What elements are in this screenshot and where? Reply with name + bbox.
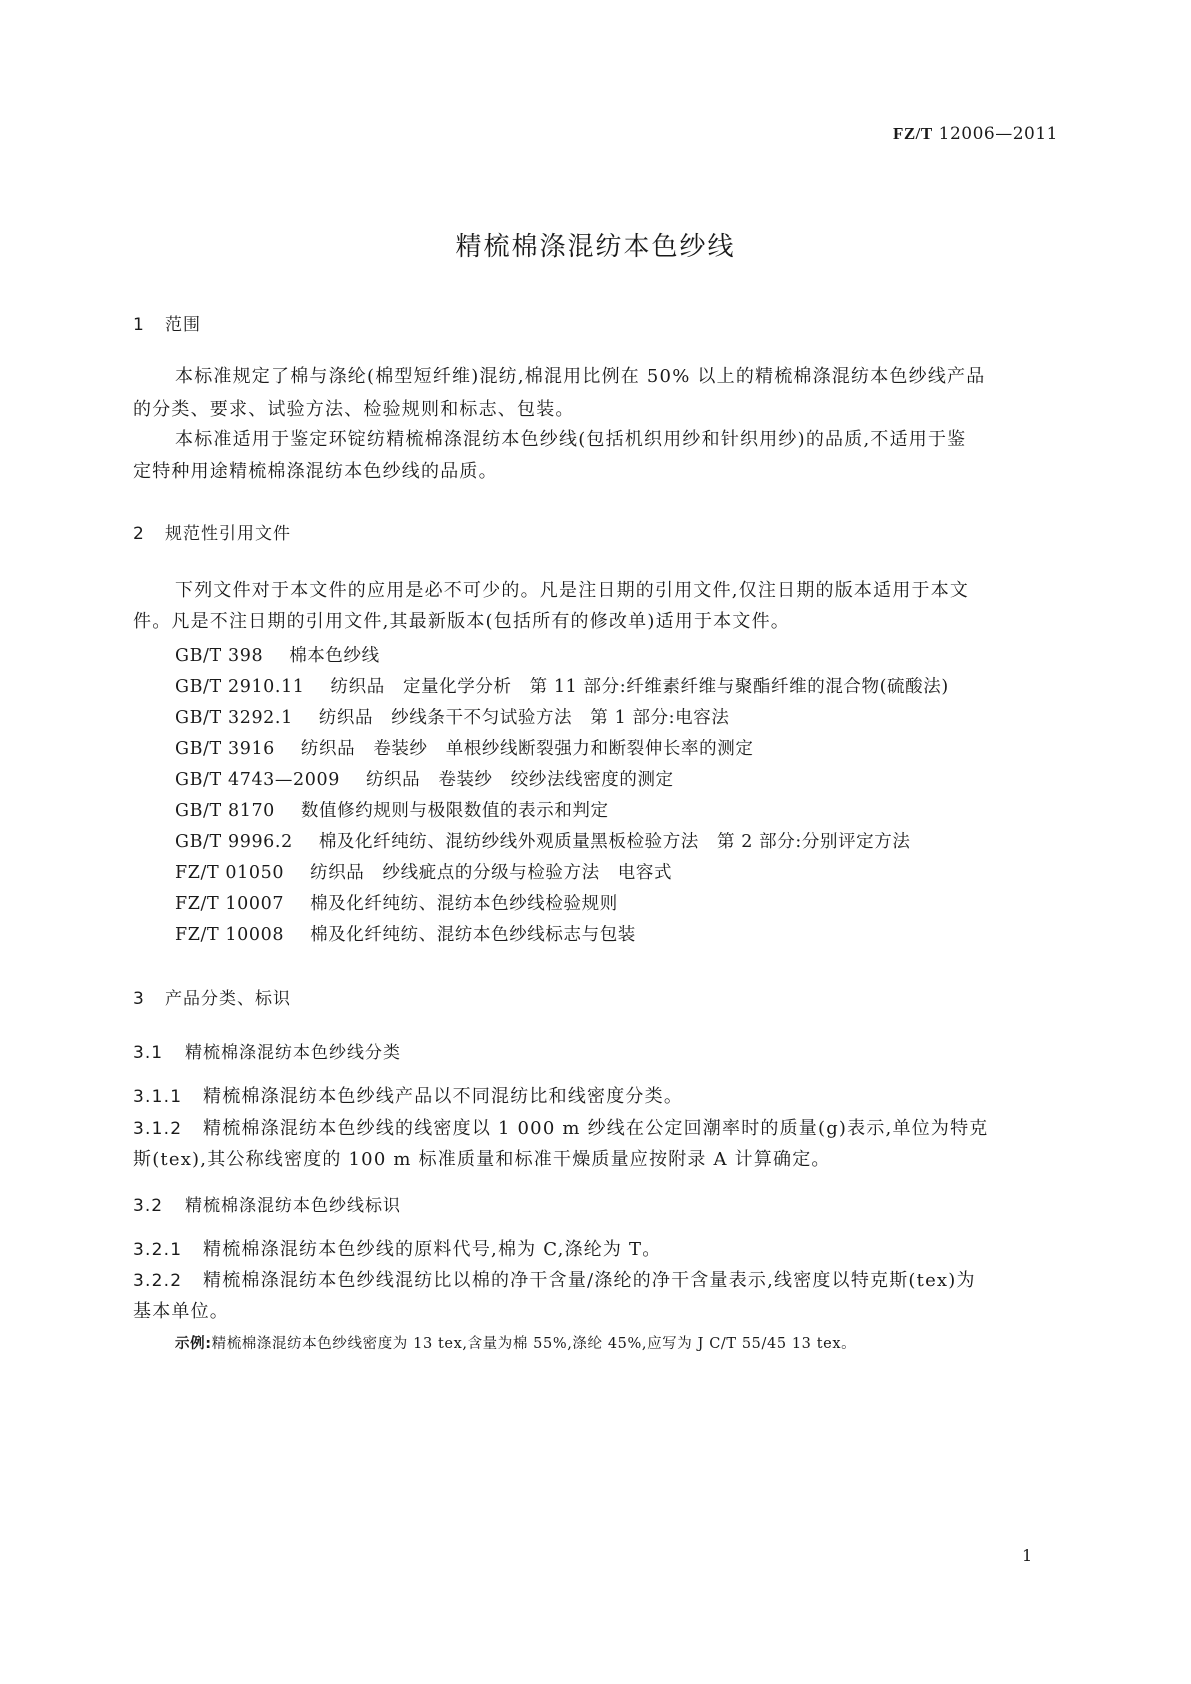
reference-title: 棉及化纤纯纺、混纺本色纱线标志与包装 [310, 925, 636, 945]
reference-code: GB/T 3916 [175, 739, 275, 759]
reference-item [175, 828, 910, 853]
reference-code: GB/T 8170 [175, 801, 275, 821]
clause-number: 3.1.1 [133, 1087, 183, 1107]
section-2-heading [133, 519, 291, 544]
page-title: 精梳棉涤混纺本色纱线 [455, 232, 736, 262]
reference-title: 纺织品 纱线条干不匀试验方法 第 1 部分:电容法 [318, 708, 730, 728]
example-label: 示例: [175, 1336, 212, 1352]
section-number: 3 [133, 989, 145, 1009]
clause-text: 精梳棉涤混纺本色纱线产品以不同混纺比和线密度分类。 [203, 1086, 684, 1107]
reference-title: 棉及化纤纯纺、混纺纱线外观质量黑板检验方法 第 2 部分:分别评定方法 [318, 832, 911, 852]
reference-item [175, 735, 753, 760]
section-3-1-heading [133, 1038, 401, 1063]
paragraph-line: 基本单位。 [133, 1301, 229, 1322]
clause-3-1-2 [133, 1112, 988, 1146]
reference-title: 棉及化纤纯纺、混纺本色纱线检验规则 [310, 894, 618, 914]
paragraph-line: 的分类、要求、试验方法、检验规则和标志、包装。 [133, 399, 575, 420]
clause-text: 精梳棉涤混纺本色纱线的线密度以 1 000 m 纱线在公定回潮率时的质量(g)表示,单位为特克 [203, 1118, 989, 1139]
standard-code: 12006—2011 [938, 124, 1058, 144]
reference-code: GB/T 2910.11 [175, 677, 305, 697]
paragraph-line: 本标准适用于鉴定环锭纺精梳棉涤混纺本色纱线(包括机织用纱和针织用纱)的品质,不适用于鉴 [175, 429, 967, 450]
example-text: 精梳棉涤混纺本色纱线密度为 13 tex,含量为棉 55%,涤纶 45%,应写为 J C/T 55/45 13 tex。 [211, 1336, 857, 1352]
reference-title: 纺织品 定量化学分析 第 11 部分:纤维素纤维与聚酯纤维的混合物(硫酸法) [330, 677, 949, 697]
paragraph-line: 本标准规定了棉与涤纶(棉型短纤维)混纺,棉混用比例在 50% 以上的精梳棉涤混纺本色纱线产品 [175, 366, 986, 387]
clause-number: 3.1.2 [133, 1119, 183, 1139]
reference-item [175, 642, 380, 667]
section-number: 2 [133, 524, 145, 544]
section-title: 精梳棉涤混纺本色纱线标识 [185, 1196, 401, 1216]
reference-item [175, 766, 674, 791]
standard-number [893, 124, 1058, 144]
section-3-2-heading [133, 1191, 401, 1216]
section-title: 产品分类、标识 [165, 989, 291, 1009]
paragraph-line: 定特种用途精梳棉涤混纺本色纱线的品质。 [133, 461, 498, 482]
clause-3-2-2 [133, 1264, 976, 1298]
section-title: 范围 [165, 315, 201, 335]
reference-item [175, 704, 729, 729]
section-number: 1 [133, 315, 145, 335]
clause-text: 精梳棉涤混纺本色纱线混纺比以棉的净干含量/涤纶的净干含量表示,线密度以特克斯(tex)为 [203, 1270, 976, 1291]
reference-item [175, 673, 949, 698]
clause-number: 3.2.2 [133, 1271, 183, 1291]
reference-code: FZ/T 10007 [175, 894, 285, 914]
section-1-heading [133, 310, 201, 335]
reference-code: GB/T 9996.2 [175, 832, 293, 852]
clause-number: 3.2.1 [133, 1240, 183, 1260]
paragraph-line: 下列文件对于本文件的应用是必不可少的。凡是注日期的引用文件,仅注日期的版本适用于本文 [175, 580, 970, 601]
paragraph-line: 件。凡是不注日期的引用文件,其最新版本(包括所有的修改单)适用于本文件。 [133, 611, 790, 632]
clause-text: 精梳棉涤混纺本色纱线的原料代号,棉为 C,涤纶为 T。 [203, 1239, 662, 1260]
reference-item [175, 890, 618, 915]
section-title: 规范性引用文件 [165, 524, 291, 544]
reference-title: 纺织品 卷装纱 绞纱法线密度的测定 [365, 770, 674, 790]
reference-code: GB/T 3292.1 [175, 708, 293, 728]
page-number: 1 [1022, 1546, 1033, 1565]
reference-item [175, 921, 636, 946]
standard-prefix: FZ/T [892, 124, 933, 143]
reference-code: FZ/T 01050 [175, 863, 285, 883]
reference-code: GB/T 4743—2009 [175, 770, 340, 790]
reference-title: 纺织品 纱线疵点的分级与检验方法 电容式 [310, 863, 673, 883]
reference-code: GB/T 398 [175, 646, 264, 666]
section-number: 3.2 [133, 1196, 164, 1216]
reference-item [175, 797, 609, 822]
reference-title: 棉本色纱线 [289, 646, 380, 666]
reference-title: 纺织品 卷装纱 单根纱线断裂强力和断裂伸长率的测定 [300, 739, 754, 759]
section-title: 精梳棉涤混纺本色纱线分类 [185, 1043, 401, 1063]
clause-3-1-1 [133, 1080, 683, 1114]
section-number: 3.1 [133, 1043, 164, 1063]
paragraph-line: 斯(tex),其公称线密度的 100 m 标准质量和标准干燥质量应按附录 A 计算确定。 [133, 1149, 831, 1170]
reference-item [175, 859, 672, 884]
reference-code: FZ/T 10008 [175, 925, 285, 945]
example-note [175, 1332, 856, 1353]
section-3-heading [133, 984, 291, 1009]
clause-3-2-1 [133, 1233, 661, 1267]
reference-title: 数值修约规则与极限数值的表示和判定 [300, 801, 609, 821]
